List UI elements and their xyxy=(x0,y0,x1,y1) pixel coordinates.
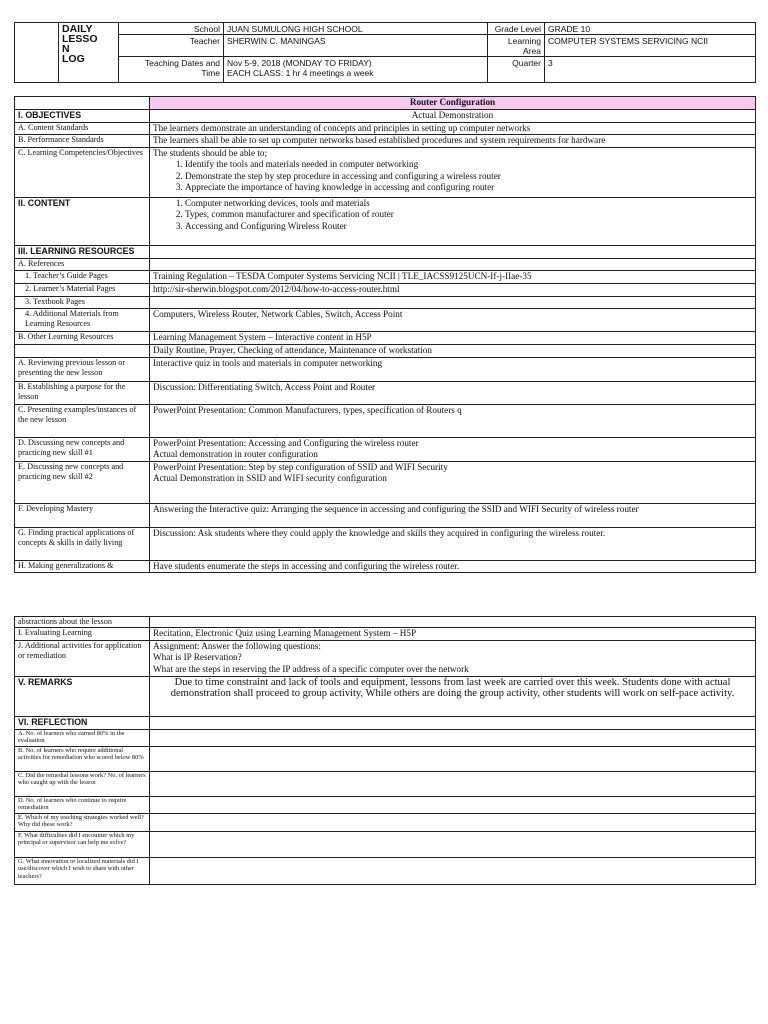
other-resources-label: B. Other Learning Resources xyxy=(15,331,150,344)
reviewing-value: Interactive quiz in tools and materials in computer networking xyxy=(150,357,756,381)
teachers-guide-label: 1. Teacher’s Guide Pages xyxy=(15,270,150,283)
teacher-value: SHERWIN C. MANINGAS xyxy=(224,35,488,57)
reflection-heading: VI. REFLECTION xyxy=(15,716,150,729)
additional-activities-label: J. Additional activities for application or remediation xyxy=(15,640,150,676)
discussing-1-label: D. Discussing new concepts and practicing new skill #1 xyxy=(15,437,150,461)
reflection-item: E. Which of my teaching strategies worked well? Why did these work? xyxy=(15,813,150,831)
content-standards-label: A. Content Standards xyxy=(15,122,150,135)
school-value: JUAN SUMULONG HIGH SCHOOL xyxy=(224,23,488,35)
daily-routine-value: Daily Routine, Prayer, Checking of attendance, Maintenance of workstation xyxy=(150,344,756,357)
competencies-label: C. Learning Competencies/Objectives xyxy=(15,147,150,197)
quarter-value: 3 xyxy=(545,57,756,83)
objectives-heading: I. OBJECTIVES xyxy=(15,110,150,123)
quarter-label: Quarter xyxy=(488,57,545,83)
grade-label: Grade Level xyxy=(488,23,545,35)
references-value xyxy=(150,258,756,270)
competencies-value xyxy=(150,147,756,197)
content-value xyxy=(150,197,756,245)
reflection-answer xyxy=(150,729,756,746)
learning-resources-value xyxy=(150,245,756,258)
reflection-answer xyxy=(150,746,756,771)
learning-resources-heading: III. LEARNING RESOURCES xyxy=(15,245,150,258)
list-item: 3. Accessing and Configuring Wireless Router xyxy=(185,221,752,233)
practical-value: Discussion: Ask students where they could apply the knowledge and skills they acquired in configuring the wireless router. xyxy=(150,527,756,560)
learners-material-link[interactable]: http://sir-sherwin.blogspot.com/2012/04/how-to-access-router.html xyxy=(150,283,756,296)
reflection-answer xyxy=(150,796,756,813)
teaching-dates-value: Nov 5-9, 2018 (MONDAY TO FRIDAY) EACH CLASS: 1 hr 4 meetings a week xyxy=(224,57,488,83)
reflection-answer xyxy=(150,813,756,831)
additional-line: Assignment: Answer the following questions: xyxy=(153,640,321,651)
header-left-blank xyxy=(15,23,59,83)
discussing-2-line: Actual Demonstration in SSID and WIFI security configuration xyxy=(153,473,387,483)
reflection-item: C. Did the remedial lessons work? No. of learners who caught up with the lesson xyxy=(15,771,150,796)
objectives-value: Actual Demonstration xyxy=(150,110,756,123)
content-heading: II. CONTENT xyxy=(15,197,150,245)
learning-area-value: COMPUTER SYSTEMS SERVICING NCII xyxy=(545,35,756,57)
practical-label: G. Finding practical applications of concepts & skills in daily living xyxy=(15,527,150,560)
lesson-table-continued xyxy=(14,616,756,885)
reflection-item: A. No. of learners who earned 80% in the evaluation xyxy=(15,729,150,746)
mastery-label: F. Developing Mastery xyxy=(15,503,150,527)
mastery-value: Answering the Interactive quiz: Arranging the sequence in accessing and configuring the SSID and WIFI Security of wireless router xyxy=(150,503,756,527)
discussing-1-value xyxy=(150,437,756,461)
grade-value: GRADE 10 xyxy=(545,23,756,35)
other-resources-value: Learning Management System – Interactive content in H5P xyxy=(150,331,756,344)
reflection-item: F. What difficulties did I encounter which my principal or supervisor can help me solve? xyxy=(15,831,150,857)
lesson-table xyxy=(14,96,756,573)
discussing-2-label: E. Discussing new concepts and practicing new skill #2 xyxy=(15,461,150,503)
purpose-label: B. Establishing a purpose for the lesson xyxy=(15,381,150,404)
competencies-list xyxy=(153,159,752,194)
reflection-value xyxy=(150,716,756,729)
list-item: 2. Demonstrate the step by step procedure in accessing and configuring a wireless router xyxy=(185,171,752,183)
textbook-value xyxy=(150,296,756,308)
performance-standards-value: The learners shall be able to set up computer networks based established procedures and system requirements for hardware xyxy=(150,135,756,148)
header-table xyxy=(14,22,756,83)
reflection-item: B. No. of learners who require additional activities for remediation who scored below 80% xyxy=(15,746,150,771)
learning-area-label: Learning Area xyxy=(488,35,545,57)
reviewing-label: A. Reviewing previous lesson or presenting the new lesson xyxy=(15,357,150,381)
additional-materials-label: 4. Additional Materials from Learning Resources xyxy=(15,308,150,331)
reflection-item: D. No. of learners who continue to require remediation xyxy=(15,796,150,813)
title-left-blank xyxy=(15,97,150,110)
evaluating-label: I. Evaluating Learning xyxy=(15,628,150,641)
procedures-heading xyxy=(15,344,150,357)
textbook-label: 3. Textbook Pages xyxy=(15,296,150,308)
additional-line: What is IP Reservation? xyxy=(153,652,242,662)
generalizations-label-continued: abstractions about the lesson xyxy=(15,617,150,628)
list-item: 3. Appreciate the importance of having knowledge in accessing and configuring router xyxy=(185,182,752,194)
discussing-1-line: PowerPoint Presentation: Accessing and Configuring the wireless router xyxy=(153,437,419,448)
reflection-answer xyxy=(150,771,756,796)
generalizations-label: H. Making generalizations & xyxy=(15,560,150,573)
additional-line: What are the steps in reserving the IP address of a specific computer over the network xyxy=(153,663,469,674)
remarks-heading: V. REMARKS xyxy=(15,676,150,716)
teachers-guide-value: Training Regulation – TESDA Computer Systems Servicing NCII | TLE_IACSS9125UCN-If-j-IIae-35 xyxy=(150,270,756,283)
list-item: 1. Computer networking devices, tools and materials xyxy=(185,198,752,210)
reflection-item: G. What innovation or localized materials did I use/discover which I wish to share with other teachers? xyxy=(15,857,150,884)
references-label: A. References xyxy=(15,258,150,270)
performance-standards-label: B. Performance Standards xyxy=(15,135,150,148)
learners-material-label: 2. Learner’s Material Pages xyxy=(15,283,150,296)
remarks-value: Due to time constraint and lack of tools and equipment, lessons from last week are carried over this week. Students done with actual demonstration shall proceed to group activity, While others are doing the group activity, other students will work on self-pace activity. xyxy=(150,676,756,716)
school-label: School xyxy=(119,23,224,35)
additional-activities-value xyxy=(150,640,756,676)
lesson-title: Router Configuration xyxy=(150,97,756,110)
competencies-intro: The students should be able to; xyxy=(153,147,268,158)
additional-materials-value: Computers, Wireless Router, Network Cables, Switch, Access Point xyxy=(150,308,756,331)
generalizations-value-continued xyxy=(150,617,756,628)
daily-lesson-log-title: DAILY LESSO N LOG xyxy=(59,23,119,83)
reflection-answer xyxy=(150,831,756,857)
purpose-value: Discussion: Differentiating Switch, Access Point and Router xyxy=(150,381,756,404)
teacher-label: Teacher xyxy=(119,35,224,57)
generalizations-value: Have students enumerate the steps in accessing and configuring the wireless router. xyxy=(150,560,756,573)
discussing-1-line: Actual demonstration in router configuration xyxy=(153,449,318,459)
presenting-label: C. Presenting examples/instances of the new lesson xyxy=(15,404,150,437)
evaluating-value: Recitation, Electronic Quiz using Learning Management System – H5P xyxy=(150,628,756,641)
reflection-answer xyxy=(150,857,756,884)
content-list xyxy=(153,198,752,233)
presenting-value: PowerPoint Presentation: Common Manufacturers, types, specification of Routers q xyxy=(150,404,756,437)
content-standards-value: The learners demonstrate an understanding of concepts and principles in setting up computer networks xyxy=(150,122,756,135)
discussing-2-value xyxy=(150,461,756,503)
list-item: 2. Types, common manufacturer and specification of router xyxy=(185,209,752,221)
list-item: 1. Identify the tools and materials needed in computer networking xyxy=(185,159,752,171)
teaching-dates-label: Teaching Dates and Time xyxy=(119,57,224,83)
discussing-2-line: PowerPoint Presentation: Step by step configuration of SSID and WIFI Security xyxy=(153,461,448,472)
